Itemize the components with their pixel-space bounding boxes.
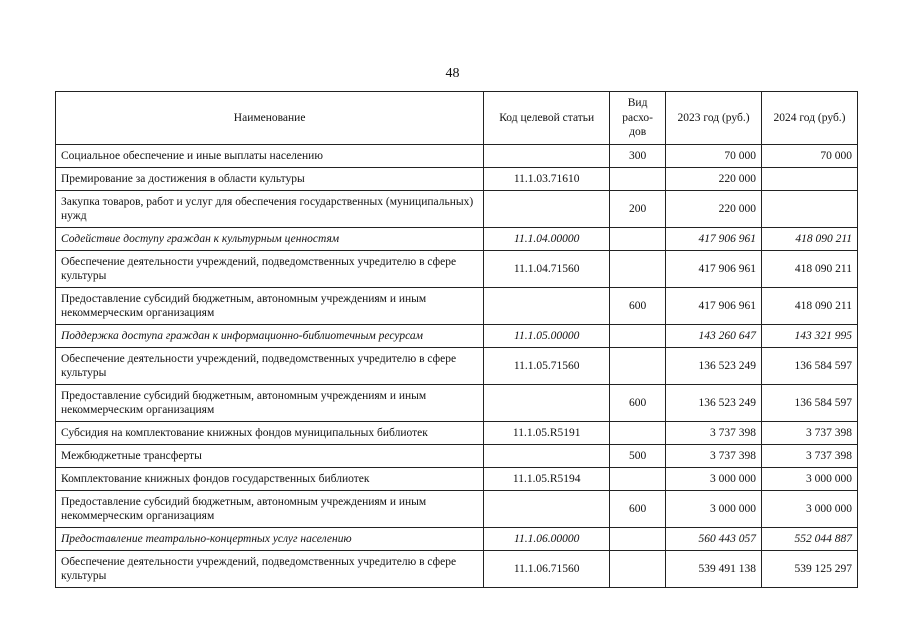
cell-2024: 3 000 000	[762, 491, 858, 528]
cell-code	[484, 288, 610, 325]
cell-code	[484, 385, 610, 422]
cell-2023: 136 523 249	[666, 348, 762, 385]
cell-2023: 220 000	[666, 168, 762, 191]
cell-2024: 3 000 000	[762, 468, 858, 491]
cell-type	[610, 168, 666, 191]
cell-name: Предоставление субсидий бюджетным, автономным учреждениям и иным некоммерческим организациям	[56, 385, 484, 422]
table-body	[56, 145, 858, 588]
cell-code	[484, 191, 610, 228]
cell-2023: 70 000	[666, 145, 762, 168]
cell-2023: 539 491 138	[666, 551, 762, 588]
cell-2024	[762, 168, 858, 191]
cell-name: Предоставление театрально-концертных услуг населению	[56, 528, 484, 551]
cell-name: Предоставление субсидий бюджетным, автономным учреждениям и иным некоммерческим организациям	[56, 491, 484, 528]
cell-name: Премирование за достижения в области культуры	[56, 168, 484, 191]
cell-code: 11.1.03.71610	[484, 168, 610, 191]
cell-code: 11.1.05.71560	[484, 348, 610, 385]
cell-2024: 136 584 597	[762, 348, 858, 385]
cell-2024: 418 090 211	[762, 288, 858, 325]
cell-type	[610, 251, 666, 288]
cell-2023: 3 000 000	[666, 491, 762, 528]
table-row	[56, 228, 858, 251]
cell-code: 11.1.04.71560	[484, 251, 610, 288]
table-row	[56, 468, 858, 491]
cell-type: 200	[610, 191, 666, 228]
header-type: Вид расхо-дов	[610, 92, 666, 145]
cell-2024: 418 090 211	[762, 251, 858, 288]
cell-2023: 3 737 398	[666, 422, 762, 445]
cell-name: Предоставление субсидий бюджетным, автономным учреждениям и иным некоммерческим организациям	[56, 288, 484, 325]
cell-name: Содействие доступу граждан к культурным ценностям	[56, 228, 484, 251]
cell-2024: 3 737 398	[762, 445, 858, 468]
cell-2023: 417 906 961	[666, 251, 762, 288]
cell-code: 11.1.06.00000	[484, 528, 610, 551]
header-2024: 2024 год (руб.)	[762, 92, 858, 145]
table-row	[56, 288, 858, 325]
header-code: Код целевой статьи	[484, 92, 610, 145]
table-row	[56, 491, 858, 528]
cell-2024: 143 321 995	[762, 325, 858, 348]
cell-name: Комплектование книжных фондов государственных библиотек	[56, 468, 484, 491]
header-name: Наименование	[56, 92, 484, 145]
table-row	[56, 385, 858, 422]
cell-name: Социальное обеспечение и иные выплаты населению	[56, 145, 484, 168]
table-row	[56, 251, 858, 288]
header-row	[56, 92, 858, 145]
cell-code	[484, 145, 610, 168]
cell-type: 500	[610, 445, 666, 468]
cell-2023: 417 906 961	[666, 288, 762, 325]
cell-type: 600	[610, 385, 666, 422]
cell-type	[610, 348, 666, 385]
cell-type	[610, 325, 666, 348]
cell-2024: 552 044 887	[762, 528, 858, 551]
cell-name: Обеспечение деятельности учреждений, подведомственных учредителю в сфере культуры	[56, 251, 484, 288]
cell-2023: 3 737 398	[666, 445, 762, 468]
cell-code: 11.1.05.R5194	[484, 468, 610, 491]
table-row	[56, 528, 858, 551]
cell-2023: 143 260 647	[666, 325, 762, 348]
cell-2024: 3 737 398	[762, 422, 858, 445]
cell-type	[610, 551, 666, 588]
cell-code: 11.1.05.00000	[484, 325, 610, 348]
cell-2024: 136 584 597	[762, 385, 858, 422]
table-row	[56, 422, 858, 445]
cell-type: 300	[610, 145, 666, 168]
cell-2024	[762, 191, 858, 228]
cell-2024: 70 000	[762, 145, 858, 168]
table-row	[56, 348, 858, 385]
cell-type	[610, 422, 666, 445]
budget-table	[55, 91, 858, 588]
cell-2024: 418 090 211	[762, 228, 858, 251]
cell-name: Субсидия на комплектование книжных фондов муниципальных библиотек	[56, 422, 484, 445]
cell-2023: 220 000	[666, 191, 762, 228]
cell-2023: 417 906 961	[666, 228, 762, 251]
cell-2023: 560 443 057	[666, 528, 762, 551]
table-row	[56, 168, 858, 191]
cell-code: 11.1.05.R5191	[484, 422, 610, 445]
cell-type: 600	[610, 491, 666, 528]
table-row	[56, 445, 858, 468]
cell-2023: 3 000 000	[666, 468, 762, 491]
table-row	[56, 325, 858, 348]
header-2023: 2023 год (руб.)	[666, 92, 762, 145]
cell-name: Поддержка доступа граждан к информационно-библиотечным ресурсам	[56, 325, 484, 348]
table-row	[56, 145, 858, 168]
cell-name: Закупка товаров, работ и услуг для обеспечения государственных (муниципальных) нужд	[56, 191, 484, 228]
cell-name: Межбюджетные трансферты	[56, 445, 484, 468]
table-row	[56, 191, 858, 228]
cell-2024: 539 125 297	[762, 551, 858, 588]
cell-name: Обеспечение деятельности учреждений, подведомственных учредителю в сфере культуры	[56, 348, 484, 385]
page-number: 48	[445, 66, 460, 81]
cell-code	[484, 445, 610, 468]
table-row	[56, 551, 858, 588]
cell-type	[610, 528, 666, 551]
cell-code	[484, 491, 610, 528]
cell-type	[610, 468, 666, 491]
cell-type: 600	[610, 288, 666, 325]
cell-2023: 136 523 249	[666, 385, 762, 422]
cell-code: 11.1.06.71560	[484, 551, 610, 588]
cell-type	[610, 228, 666, 251]
cell-name: Обеспечение деятельности учреждений, подведомственных учредителю в сфере культуры	[56, 551, 484, 588]
cell-code: 11.1.04.00000	[484, 228, 610, 251]
